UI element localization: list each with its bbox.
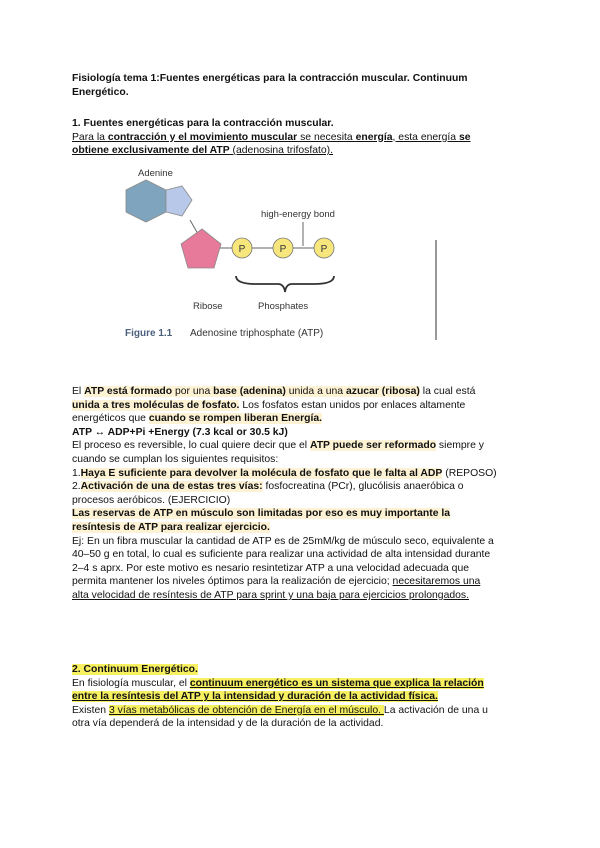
figure-caption-number: Figure 1.1 (125, 328, 173, 339)
text: ATP puede ser reformado (309, 440, 437, 452)
text: Existen (72, 704, 109, 716)
text: resíntesis de ATP para realizar ejercicio. (72, 521, 270, 533)
text: Haya E suficiente para devolver la molécula de fosfato que le falta al ADP (80, 467, 443, 479)
line (72, 677, 530, 691)
text: fosfocreatina (PCr), glucólisis anaeróbica o (262, 481, 464, 493)
text: obtiene exclusivamente del ATP (72, 145, 230, 157)
adenine-label: Adenine (138, 168, 173, 179)
section-2-heading: 2. Continuum Energético. (72, 664, 198, 675)
line (72, 690, 530, 704)
text: cuando se rompen liberan Energía. (148, 413, 323, 425)
text: siempre y (436, 440, 484, 452)
text: unida a tres moléculas de fosfato. (72, 399, 240, 411)
line: procesos aeróbicos. (EJERCICIO) (72, 494, 231, 506)
adenine-pentagon (166, 186, 192, 216)
bond-line (190, 220, 198, 234)
text: 3 vías metabólicas de obtención de Energía en el músculo. (108, 704, 384, 716)
line (72, 663, 530, 677)
text: El (72, 386, 85, 397)
line (72, 507, 530, 521)
title-line-2: Energético. (72, 86, 129, 98)
section-1-paragraph (72, 131, 530, 158)
section-1-heading: 1. Fuentes energéticas para la contracción muscular. (72, 118, 334, 129)
text: permita mantener los niveles óptimos para la realización de ejercicio; (72, 576, 393, 588)
text: base (adenina) (213, 386, 286, 397)
phosphates-label: Phosphates (258, 301, 309, 312)
text: la cual está (419, 386, 476, 397)
text: entre la resíntesis del ATP y la intensidad y duración de la actividad física. (72, 691, 438, 703)
text: contracción y el movimiento muscular (107, 131, 298, 143)
high-energy-bond-label: high-energy bond (261, 209, 335, 220)
line: otra vía dependerá de la intensidad y de la duración de la actividad. (72, 718, 384, 730)
title-line-1: Fisiología tema 1:Fuentes energéticas para la contracción muscular. Continuum (72, 73, 468, 84)
phosphates-brace (236, 276, 334, 292)
text: energéticos que (72, 413, 149, 425)
text: (adenosina trifosfato). (229, 145, 334, 157)
line (72, 480, 530, 494)
line (72, 467, 530, 481)
line: 40–50 g en total, lo cual es suficiente para realizar una actividad de alta intensidad durante (72, 549, 491, 561)
text: En fisiología muscular, el (72, 677, 190, 689)
text: Para la (72, 131, 108, 143)
text: continuum energético es un sistema que explica la relación (189, 677, 484, 689)
line: alta velocidad de resíntesis de ATP para sprint y una baja para ejercicios prolongados. (72, 589, 470, 601)
line (72, 385, 530, 399)
line (72, 439, 530, 453)
text: energía (355, 131, 393, 143)
text: azucar (ribosa) (345, 386, 420, 397)
line (72, 575, 530, 589)
line (72, 412, 530, 426)
ribose-pentagon (181, 229, 221, 268)
line: Ej: En un fibra muscular la cantidad de ATP es de 25mM/kg de músculo seco, equivalente a (72, 535, 494, 547)
section-atp-body (72, 385, 530, 603)
ribose-label: Ribose (193, 301, 223, 312)
section-2 (72, 663, 530, 731)
text: Las reservas de ATP en músculo son limitadas por eso es muy importante la (72, 508, 451, 520)
line (72, 521, 530, 535)
text: Activación de una de estas tres vías: (80, 481, 263, 493)
phosphate-label: P (279, 244, 287, 255)
text: unida a una (285, 386, 346, 397)
text: 2. (72, 481, 81, 493)
phosphate-label: P (238, 244, 246, 255)
line: cuando se cumplan los siguientes requisitos: (72, 453, 279, 465)
text: necesitaremos una (392, 576, 481, 588)
text: se (458, 131, 471, 143)
figure-caption-text: Adenosine triphosphate (ATP) (190, 328, 324, 339)
line: ATP ↔ ADP+Pi +Energy (7.3 kcal or 30.5 kJ) (72, 426, 288, 438)
text: ATP está formado (84, 386, 173, 397)
text: se necesita (297, 131, 356, 143)
page-title (72, 72, 530, 99)
text: (REPOSO) (442, 467, 497, 479)
line (72, 704, 530, 718)
text: El proceso es reversible, lo cual quiere decir que el (72, 440, 310, 452)
vertical-divider (435, 240, 437, 340)
text: 1. (72, 467, 81, 479)
adenine-hexagon (126, 180, 166, 222)
text: Los fosfatos estan unidos por enlaces altamente (239, 399, 466, 411)
section-1 (72, 117, 530, 158)
text: , esta energía (392, 131, 459, 143)
text: La activación de una u (383, 704, 488, 716)
atp-figure (118, 162, 368, 352)
text: por una (172, 386, 214, 397)
phosphate-label: P (320, 244, 328, 255)
line: 2–4 s aprx. Por este motivo es nesario resintetizar ATP a una velocidad adecuada que (72, 562, 470, 574)
line (72, 399, 530, 413)
